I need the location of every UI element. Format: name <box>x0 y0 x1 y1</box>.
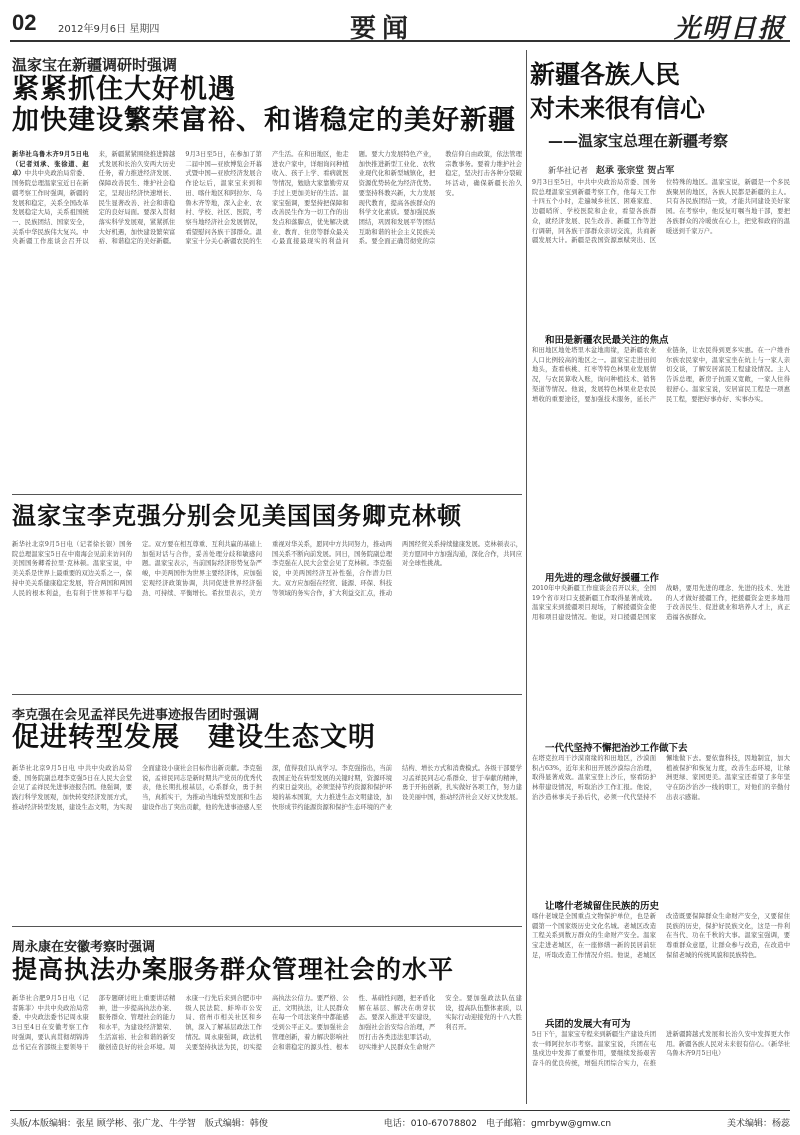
story2-subhead-4: 用先进的理念做好援疆工作 <box>545 570 659 584</box>
story1-lead: 新华社乌鲁木齐9月5日电（记者刘承、张徐道、赵卓） <box>12 151 89 178</box>
story2-body-5: 2010年中央新疆工作座谈会召开以来，全国19个省市对口支援新疆工作取得显著成效。温家宝来到援疆项目现场，了解援疆资金使用和项目建设情况。他说，对口援疆是国家战略，要用先进的理念、先进的技术、先进的人才做好援疆工作，把援疆资金更多地用于改善民生、促进就业和培养人才上，真正造福各族群众。 <box>532 585 790 622</box>
story2-title: 新疆各族人民 对未来很有信心 <box>530 60 706 123</box>
story2-body-1: 9月3日至5日，中共中央政治局常委、国务院总理温家宝到新疆考察工作，他每天工作十四五个小时，走遍城乡社区、困难家庭、边疆哨所、学校医院和企业，看望各族群众，就经济发展、民生改善、新疆工作等进行调研，同各族干部群众亲切交流，共商新疆发展大计。新疆是我国资源禀赋突出、区位特殊的地区。温家宝说，新疆是一个多民族聚居的地区，各族人民都是新疆的主人。只有各民族团结一致，才能共同建设美好家园。在考察中，他反复叮嘱当地干部，要把各族群众的冷暖放在心上，把党和政府的温暖送到千家万户。 <box>532 179 790 245</box>
story5-headline: 提高执法办案服务群众管理社会的水平 <box>12 955 455 984</box>
story4-headline: 促进转型发展 建设生态文明 <box>12 722 376 753</box>
story4-body: 新华社北京9月5日电 中共中央政治局常委、国务院副总理李克强5日在人民大会堂会见了孟祥民先进事迹报告团。他强调，要践行科学发展观，加快转变经济发展方式，推动经济转型发展，建设生态文明，为实现全面建设小康社会目标作出新贡献。李克强说，孟祥民同志是新时期共产党员的优秀代表，他长期扎根基层，心系群众，勇于担当，真抓实干，为推动当地转型发展和生态建设作出了突出贡献，他的先进事迹感人至深，值得我们认真学习。李克强指出，当前我国正处在转型发展的关键时期，资源环境约束日益突出，必须坚持节约资源和保护环境的基本国策，大力推进生态文明建设，加快形成节约能源资源和保护生态环境的产业结构、增长方式和消费模式。各级干部要学习孟祥民同志心系群众、甘于奉献的精神，勇于开拓创新，扎实做好各项工作，努力建设美丽中国，推动经济社会又好又快发展。 <box>12 765 522 811</box>
page-number: 02 <box>12 10 37 35</box>
footer-art-editor: 美术编辑：杨蕊 <box>726 1119 790 1129</box>
section-title: 要闻 <box>350 14 415 44</box>
story2-body-2: 和田地区地处塔里木盆地南缘，是新疆农业人口比例较高的地区之一。温家宝走进田间地头，查看核桃、红枣等特色林果业发展情况，与农民算收入账，询问种植技术、销售渠道等情况。他说，发展特色林果业是农民增收的重要途径，要加强技术服务，延长产业链条，让农民得到更多实惠。在一户维吾尔族农民家中，温家宝坐在炕上与一家人亲切交谈，了解安居富民工程建设情况。主人告诉总理，新房子抗震又宽敞，一家人住得很舒心。温家宝说，安居富民工程是一项惠民工程，要把好事办好、实事办实。 <box>532 347 790 403</box>
story3-body: 新华社北京9月5日电（记者徐长银）国务院总理温家宝5日在中南海会见前来访问的美国国务卿希拉里·克林顿。温家宝说，中美关系是世界上最重要的双边关系之一，保持中美关系健康稳定发展，符合两国和两国人民的根本利益，也有利于世界和平与稳定。双方要在相互尊重、互利共赢的基础上加强对话与合作，妥善处理分歧和敏感问题。温家宝表示，当前国际经济形势复杂严峻，中美两国作为世界主要经济体，应加强宏观经济政策协调，共同促进世界经济强劲、可持续、平衡增长。希拉里表示，美方重视对华关系，愿同中方共同努力，推动两国关系不断向前发展。同日，国务院副总理李克强在人民大会堂会见了克林顿。李克强说，中美两国经济互补性强，合作潜力巨大。双方应加强在经贸、能源、环保、科技等领域的务实合作，扩大利益交汇点，推动两国经贸关系持续健康发展。克林顿表示，美方愿同中方加强沟通，深化合作，共同应对全球性挑战。 <box>12 541 522 597</box>
story2-byline <box>548 163 674 176</box>
story2-body-4: 喀什老城是全国重点文物保护单位，也是新疆第一个国家级历史文化名城。老城区改造工程关系到数万群众的生命财产安全。温家宝走进老城区，在一座修缮一新的民居前驻足，听取改造工作情况介绍。他说，老城区改造既要保障群众生命财产安全，又要留住民族的历史，保护好民族文化，这是一件利在当代、功在千秋的大事。温家宝强调，要尊重群众意愿，让群众参与改造，在改造中保留老城的传统风貌和民族特色。 <box>532 913 790 959</box>
story1-text: 中共中央政治局常委、国务院总理温家宝近日在新疆考察工作时强调，新疆的发展和稳定，关系全国改革发展稳定大局，关系祖国统一、民族团结、国家安全，关系中华民族伟大复兴。中央新疆工作座谈会召开以来，新疆紧紧围绕推进跨越式发展和长治久安两大历史任务，着力推进经济发展、保障改善民生、维护社会稳定，呈现出经济快速增长、民生显著改善、社会和谐稳定的良好局面。要深入贯彻落实科学发展观，紧紧抓住大好机遇，加快建设繁荣富裕、和谐稳定的美好新疆。9月3日至5日，在参加了第二届中国—亚欧博览会开幕式暨中国—亚欧经济发展合作论坛后，温家宝来到和田、喀什地区和阿拉尔、乌鲁木齐等地，深入企业、农村、学校、社区、医院，考察当地经济社会发展情况，看望慰问各族干部群众。温家宝十分关心新疆农民的生产生活。在和田地区，他走进农户家中，详细询问种植收入、孩子上学、看病就医等情况，勉励大家靠勤劳双手过上更加美好的生活。温家宝强调，要坚持把保障和改善民生作为一切工作的出发点和落脚点，优先解决就业、教育、住房等群众最关心最直接最现实的利益问题。要大力发展特色产业，加快推进新型工业化、农牧业现代化和新型城镇化，把资源优势转化为经济优势。要坚持科教兴新，大力发展现代教育，提高各族群众的科学文化素质。要加强民族团结，巩固和发展平等团结互助和谐的社会主义民族关系。要全面正确贯彻党的宗教信仰自由政策，依法管理宗教事务。要着力维护社会稳定，坚决打击各种分裂破坏活动，确保新疆长治久安。 <box>12 151 522 246</box>
story2-subhead-2: 一代代坚持不懈把治沙工作做下去 <box>545 740 688 754</box>
divider <box>12 494 522 495</box>
issue-date: 2012年9月6日 星期四 <box>58 24 160 35</box>
column-divider <box>526 50 527 1104</box>
story2-body-3: 在塔克拉玛干沙漠南缘的和田地区，沙漠面积占63%，近年来和田开展沙漠综合治理，取得显著成效。温家宝登上沙丘，察看防护林带建设情况，听取治沙工作汇报。他说，治沙造林事关子孙后代，必须一代代坚持不懈地做下去。要依靠科技，因地制宜，加大植被保护和恢复力度，改善生态环境，让绿洲更绿、家园更美。温家宝还看望了多年坚守在防沙治沙一线的职工，对他们的辛勤付出表示感谢。 <box>532 755 790 801</box>
story2-subtitle: ——温家宝总理在新疆考察 <box>548 132 729 150</box>
byline-label: 新华社记者 <box>548 166 588 175</box>
byline-names: 赵承 张宗堂 贺占军 <box>596 166 675 176</box>
footer-editors: 头版/本版编辑：张星 顾学彬、张广龙、牛学智 版式编辑：韩俊 <box>10 1119 268 1129</box>
story1-headline: 紧紧抓住大好机遇 加快建设繁荣富裕、和谐稳定的美好新疆 <box>12 74 516 137</box>
story2-body-6: 5日下午，温家宝专程来到新疆生产建设兵团农一师阿拉尔市考察。温家宝说，兵团在屯垦戍边中发挥了重要作用，要继续发扬艰苦奋斗的优良传统，增强兵团综合实力，在推进新疆跨越式发展和长治久安中发挥更大作用。新疆各族人民对未来很有信心。（新华社乌鲁木齐9月5日电） <box>532 1031 790 1068</box>
story1-body <box>12 150 522 490</box>
story2-subhead-1: 和田是新疆农民最关注的焦点 <box>545 332 669 346</box>
story2-subhead-5: 兵团的发展大有可为 <box>545 1016 631 1030</box>
story5-kicker: 周永康在安徽考察时强调 <box>12 940 156 955</box>
divider <box>12 694 522 695</box>
story4-kicker: 李克强在会见孟祥民先进事迹报告团时强调 <box>12 708 260 723</box>
page-footer <box>10 1110 790 1129</box>
story1-kicker: 温家宝在新疆调研时强调 <box>12 56 178 74</box>
footer-contact: 电话：010-67078802 电子邮箱：gmrbyw@gmw.cn <box>383 1119 612 1129</box>
story5-body: 新华社合肥9月5日电（记者陈菲）中共中央政治局常委、中央政法委书记周永康3日至4日在安徽考察工作时强调，要认真贯彻胡锦涛总书记在省部级主要领导干部专题研讨班上重要讲话精神，进一步提高执法办案、服务群众、管理社会的能力和水平，为建设经济繁荣、生活富裕、社会和谐的新安徽创造良好的社会环境。周永康一行先后来到合肥市中级人民法院、蚌埠市公安局、宿州市相关社区和乡镇，深入了解基层政法工作情况。周永康强调，政法机关要坚持执法为民，切实提高执法公信力。要严格、公正、文明执法，让人民群众在每一个司法案件中都能感受到公平正义。要加强社会管理创新，着力解决影响社会和谐稳定的源头性、根本性、基础性问题，把矛盾化解在基层、解决在萌芽状态。要深入推进平安建设，加强社会治安综合治理，严厉打击各类违法犯罪活动，切实维护人民群众生命财产安全。要加强政法队伍建设，提高队伍整体素质，以实际行动迎接党的十八大胜利召开。 <box>12 995 522 1051</box>
story3-headline: 温家宝李克强分别会见美国国务卿克林顿 <box>12 501 462 530</box>
story2-subhead-3: 让喀什老城留住民族的历史 <box>545 898 659 912</box>
newspaper-logo: 光明日报 <box>673 14 786 44</box>
divider <box>12 926 522 927</box>
page-header <box>10 8 790 42</box>
